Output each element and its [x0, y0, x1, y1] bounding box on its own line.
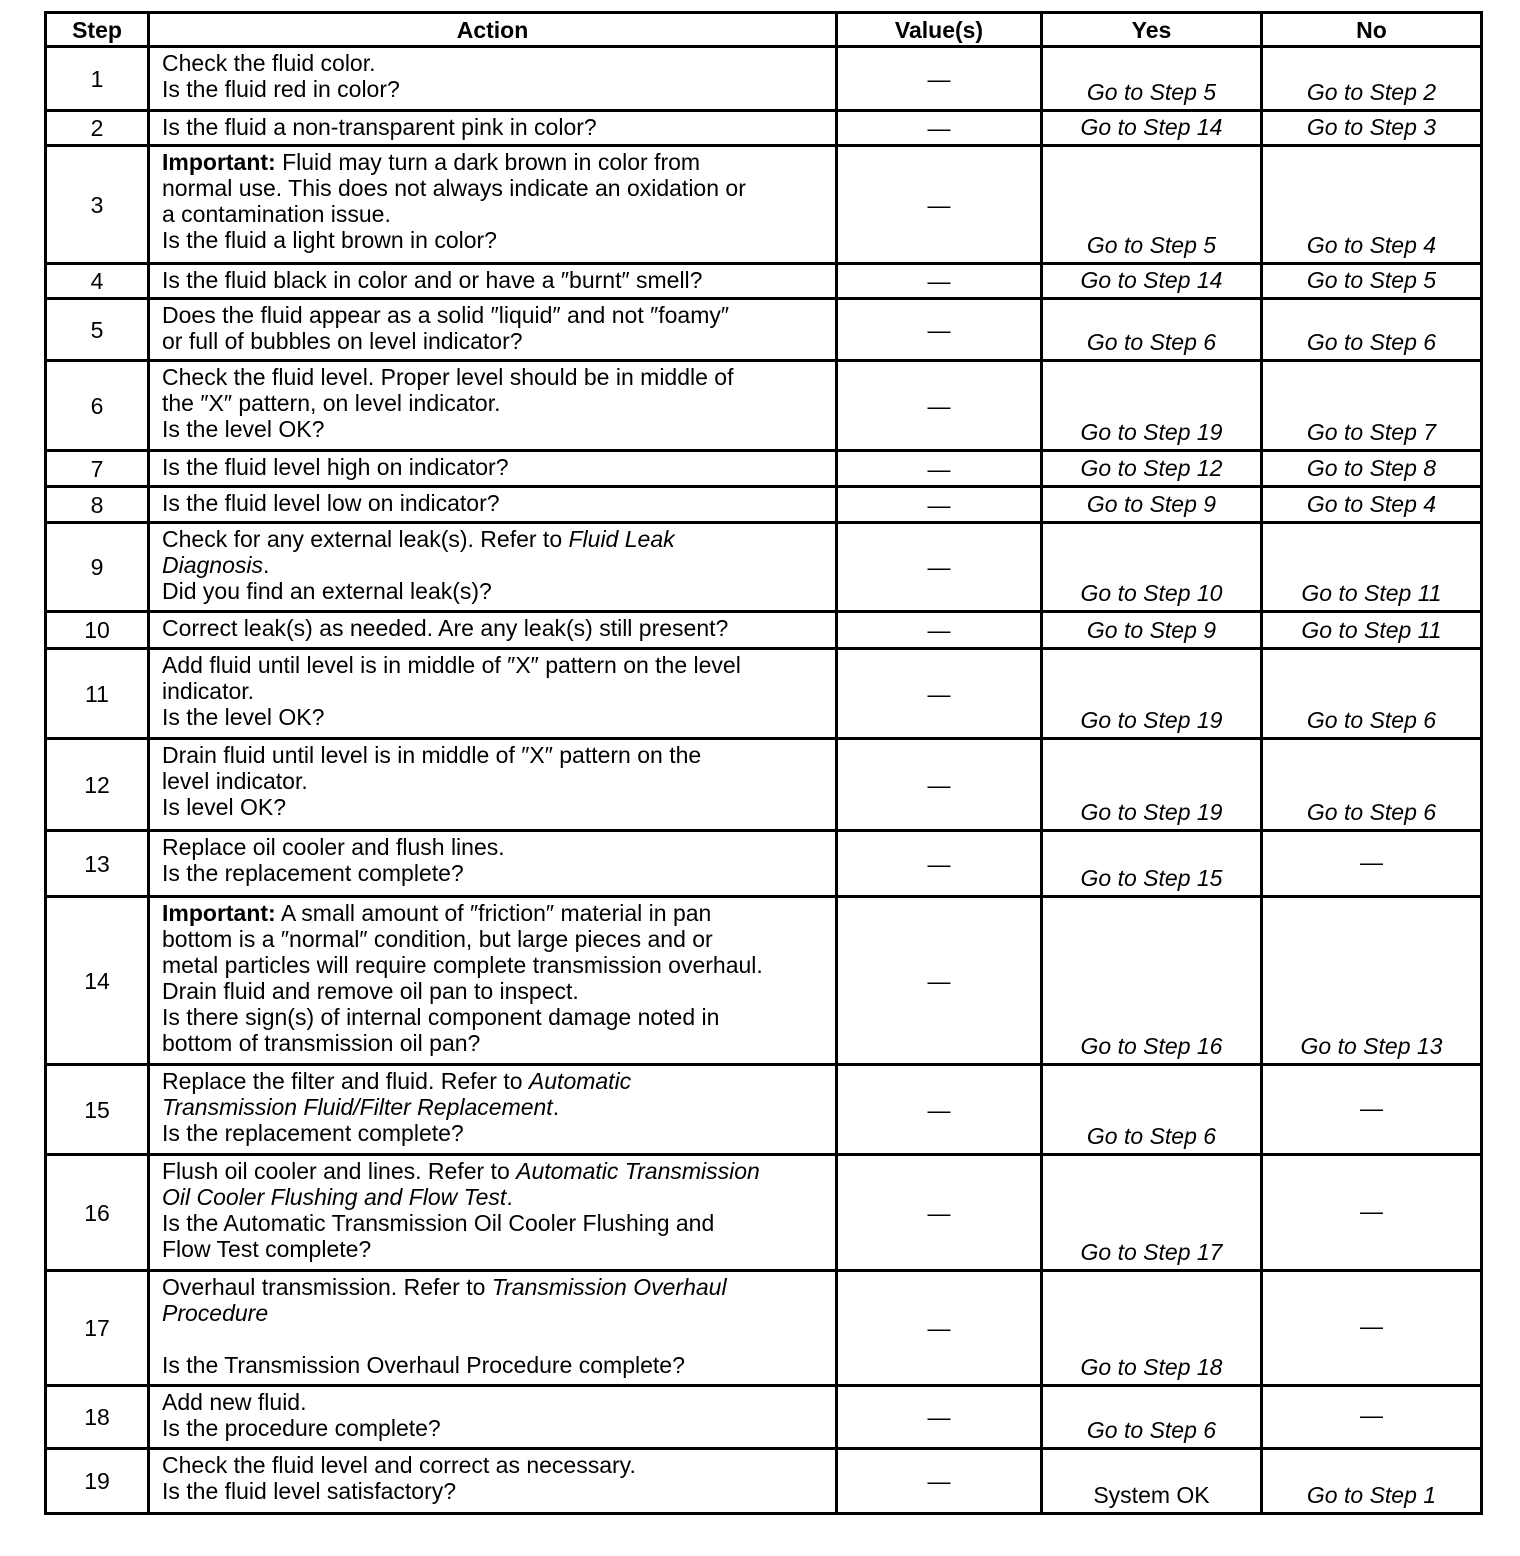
header-values: Value(s)	[837, 13, 1042, 47]
value-cell: —	[837, 612, 1042, 649]
action-line	[162, 615, 825, 641]
no-cell: —	[1262, 831, 1482, 897]
action-line	[162, 490, 825, 516]
action-text: metal particles will require complete transmission overhaul.	[162, 952, 763, 978]
value-cell: —	[837, 451, 1042, 487]
step-number: 17	[46, 1271, 149, 1386]
action-text: Overhaul transmission. Refer to	[162, 1274, 492, 1300]
no-cell: Go to Step 4	[1262, 487, 1482, 523]
action-line	[162, 1094, 825, 1120]
action-line	[162, 1389, 825, 1415]
no-cell: —	[1262, 1271, 1482, 1386]
action-text: Replace the filter and fluid. Refer to	[162, 1068, 529, 1094]
action-text: Fluid may turn a dark brown in color from	[275, 149, 701, 175]
value-cell: —	[837, 1386, 1042, 1449]
value-cell: —	[837, 1065, 1042, 1155]
table-row	[46, 451, 1482, 487]
action-text: .	[263, 552, 270, 578]
step-number: 10	[46, 612, 149, 649]
yes-cell: Go to Step 6	[1042, 1386, 1262, 1449]
no-cell: Go to Step 13	[1262, 897, 1482, 1065]
action-line	[162, 952, 825, 978]
table-row	[46, 1155, 1482, 1271]
no-cell: Go to Step 4	[1262, 146, 1482, 264]
action-line	[162, 201, 825, 227]
no-cell: —	[1262, 1155, 1482, 1271]
action-text: Is the Transmission Overhaul Procedure complete?	[162, 1352, 685, 1378]
value-cell: —	[837, 523, 1042, 612]
action-line	[162, 860, 825, 886]
action-text: bottom of transmission oil pan?	[162, 1030, 481, 1056]
action-text: Add new fluid.	[162, 1389, 307, 1415]
action-cell	[149, 264, 837, 299]
action-text: bottom is a ″normal″ condition, but large pieces and or	[162, 926, 713, 952]
step-number: 16	[46, 1155, 149, 1271]
yes-cell: Go to Step 9	[1042, 612, 1262, 649]
action-text: a contamination issue.	[162, 201, 391, 227]
value-cell: —	[837, 47, 1042, 111]
action-text: Did you find an external leak(s)?	[162, 578, 492, 604]
table-row	[46, 264, 1482, 299]
no-cell: Go to Step 5	[1262, 264, 1482, 299]
no-cell: Go to Step 11	[1262, 612, 1482, 649]
action-line	[162, 1210, 825, 1236]
value-cell: —	[837, 1271, 1042, 1386]
action-line	[162, 114, 825, 140]
action-line	[162, 1326, 825, 1352]
action-text: Is the level OK?	[162, 416, 325, 442]
action-line	[162, 926, 825, 952]
action-text: Check for any external leak(s). Refer to	[162, 526, 569, 552]
header-no: No	[1262, 13, 1482, 47]
reference-link-text: Diagnosis	[162, 552, 263, 578]
action-line	[162, 768, 825, 794]
value-cell: —	[837, 1155, 1042, 1271]
action-line	[162, 227, 825, 253]
action-line	[162, 364, 825, 390]
yes-cell: Go to Step 15	[1042, 831, 1262, 897]
action-cell	[149, 1386, 837, 1449]
action-line	[162, 978, 825, 1004]
step-number: 18	[46, 1386, 149, 1449]
header-action: Action	[149, 13, 837, 47]
no-cell: Go to Step 6	[1262, 649, 1482, 739]
action-text: level indicator.	[162, 768, 308, 794]
action-line	[162, 526, 825, 552]
action-text: Replace oil cooler and flush lines.	[162, 834, 505, 860]
action-line	[162, 1068, 825, 1094]
action-line	[162, 678, 825, 704]
action-cell	[149, 451, 837, 487]
action-cell	[149, 831, 837, 897]
yes-cell: Go to Step 5	[1042, 47, 1262, 111]
action-line	[162, 900, 825, 926]
step-number: 1	[46, 47, 149, 111]
action-cell	[149, 299, 837, 361]
action-cell	[149, 1449, 837, 1514]
action-line	[162, 175, 825, 201]
action-cell	[149, 649, 837, 739]
action-cell	[149, 47, 837, 111]
table-row	[46, 146, 1482, 264]
action-text: Is the fluid a light brown in color?	[162, 227, 497, 253]
yes-cell: Go to Step 18	[1042, 1271, 1262, 1386]
step-number: 19	[46, 1449, 149, 1514]
action-text: .	[552, 1094, 560, 1120]
step-number: 14	[46, 897, 149, 1065]
yes-cell: Go to Step 10	[1042, 523, 1262, 612]
step-number: 3	[46, 146, 149, 264]
step-number: 13	[46, 831, 149, 897]
action-text: Is the replacement complete?	[162, 860, 464, 886]
action-line	[162, 76, 825, 102]
reference-link-text: Procedure	[162, 1300, 269, 1326]
action-cell	[149, 612, 837, 649]
no-cell: Go to Step 3	[1262, 111, 1482, 146]
no-cell: —	[1262, 1065, 1482, 1155]
action-line	[162, 1452, 825, 1478]
no-cell: Go to Step 7	[1262, 361, 1482, 451]
action-text: Is the replacement complete?	[162, 1120, 464, 1146]
action-line	[162, 328, 825, 354]
action-line	[162, 149, 825, 175]
step-number: 8	[46, 487, 149, 523]
table-row	[46, 111, 1482, 146]
action-text: Is the fluid red in color?	[162, 76, 400, 102]
table-row	[46, 649, 1482, 739]
action-line	[162, 794, 825, 820]
value-cell: —	[837, 146, 1042, 264]
no-cell: Go to Step 6	[1262, 299, 1482, 361]
table-row	[46, 487, 1482, 523]
yes-cell: Go to Step 19	[1042, 649, 1262, 739]
value-cell: —	[837, 111, 1042, 146]
yes-cell: System OK	[1042, 1449, 1262, 1514]
action-line	[162, 1236, 825, 1262]
step-number: 9	[46, 523, 149, 612]
step-number: 6	[46, 361, 149, 451]
no-cell: Go to Step 11	[1262, 523, 1482, 612]
action-line	[162, 1004, 825, 1030]
value-cell: —	[837, 831, 1042, 897]
table-row	[46, 1386, 1482, 1449]
value-cell: —	[837, 739, 1042, 831]
action-text: Flush oil cooler and lines. Refer to	[162, 1158, 517, 1184]
action-text: Is there sign(s) of internal component damage noted in	[162, 1004, 720, 1030]
table-row	[46, 612, 1482, 649]
action-text: Check the fluid level and correct as necessary.	[162, 1452, 636, 1478]
yes-cell: Go to Step 14	[1042, 111, 1262, 146]
action-text: or full of bubbles on level indicator?	[162, 328, 523, 354]
action-text: Is the fluid level low on indicator?	[162, 490, 500, 516]
action-text: Is the fluid level high on indicator?	[162, 454, 509, 480]
action-text: A small amount of ″friction″ material in pan	[275, 900, 712, 926]
yes-cell: Go to Step 14	[1042, 264, 1262, 299]
action-text: Drain fluid until level is in middle of ″X″ pattern on the	[162, 742, 702, 768]
table-row	[46, 523, 1482, 612]
action-line	[162, 1184, 825, 1210]
table-row	[46, 897, 1482, 1065]
action-text: Does the fluid appear as a solid ″liquid″ and not ″foamy″	[162, 302, 730, 328]
action-text: Flow Test complete?	[162, 1236, 372, 1262]
reference-link-text: Transmission Fluid/Filter Replacement	[162, 1094, 553, 1120]
reference-link-text: Automatic	[528, 1068, 632, 1094]
action-text: Is the fluid level satisfactory?	[162, 1478, 457, 1504]
action-text: indicator.	[162, 678, 255, 704]
action-text: Is level OK?	[162, 794, 286, 820]
action-line	[162, 1120, 825, 1146]
action-line	[162, 1274, 825, 1300]
no-cell: Go to Step 2	[1262, 47, 1482, 111]
action-cell	[149, 361, 837, 451]
action-line	[162, 390, 825, 416]
reference-link-text: Automatic Transmission	[516, 1158, 760, 1184]
action-cell	[149, 111, 837, 146]
value-cell: —	[837, 1449, 1042, 1514]
action-text: Is the procedure complete?	[162, 1415, 441, 1441]
value-cell: —	[837, 264, 1042, 299]
action-text: the ″X″ pattern, on level indicator.	[162, 390, 501, 416]
action-line	[162, 652, 825, 678]
yes-cell: Go to Step 19	[1042, 739, 1262, 831]
table-row	[46, 1271, 1482, 1386]
action-text: normal use. This does not always indicate an oxidation or	[162, 175, 746, 201]
step-number: 7	[46, 451, 149, 487]
table-row	[46, 47, 1482, 111]
yes-cell: Go to Step 12	[1042, 451, 1262, 487]
action-text: Check the fluid color.	[162, 50, 376, 76]
reference-link-text: Oil Cooler Flushing and Flow Test	[162, 1184, 507, 1210]
table-row	[46, 361, 1482, 451]
step-number: 11	[46, 649, 149, 739]
value-cell: —	[837, 361, 1042, 451]
action-line	[162, 1415, 825, 1441]
action-text: Is the fluid a non-transparent pink in color?	[162, 114, 597, 140]
action-line	[162, 704, 825, 730]
important-label: Important:	[162, 149, 276, 175]
action-line	[162, 1158, 825, 1184]
important-label: Important:	[162, 900, 276, 926]
yes-cell: Go to Step 19	[1042, 361, 1262, 451]
action-text: Is the level OK?	[162, 704, 325, 730]
yes-cell: Go to Step 6	[1042, 299, 1262, 361]
table-row	[46, 299, 1482, 361]
action-cell	[149, 1155, 837, 1271]
action-line	[162, 50, 825, 76]
action-line	[162, 1030, 825, 1056]
table-row	[46, 1449, 1482, 1514]
action-text: .	[506, 1184, 513, 1210]
step-number: 5	[46, 299, 149, 361]
action-text: Drain fluid and remove oil pan to inspect.	[162, 978, 579, 1004]
action-cell	[149, 897, 837, 1065]
reference-link-text: Transmission Overhaul	[491, 1274, 727, 1300]
action-cell	[149, 739, 837, 831]
step-number: 2	[46, 111, 149, 146]
action-line	[162, 552, 825, 578]
value-cell: —	[837, 897, 1042, 1065]
action-line	[162, 1300, 825, 1326]
yes-cell: Go to Step 16	[1042, 897, 1262, 1065]
step-number: 4	[46, 264, 149, 299]
no-cell: Go to Step 1	[1262, 1449, 1482, 1514]
value-cell: —	[837, 299, 1042, 361]
header-yes: Yes	[1042, 13, 1262, 47]
step-number: 15	[46, 1065, 149, 1155]
action-cell	[149, 487, 837, 523]
no-cell: Go to Step 8	[1262, 451, 1482, 487]
action-text	[162, 1326, 168, 1352]
action-cell	[149, 146, 837, 264]
yes-cell: Go to Step 5	[1042, 146, 1262, 264]
action-line	[162, 454, 825, 480]
action-line	[162, 742, 825, 768]
table-row	[46, 739, 1482, 831]
action-cell	[149, 523, 837, 612]
action-line	[162, 1352, 825, 1378]
no-cell: Go to Step 6	[1262, 739, 1482, 831]
yes-cell: Go to Step 17	[1042, 1155, 1262, 1271]
action-line	[162, 578, 825, 604]
action-text: Is the Automatic Transmission Oil Cooler Flushing and	[162, 1210, 715, 1236]
no-cell: —	[1262, 1386, 1482, 1449]
action-text: Correct leak(s) as needed. Are any leak(s) still present?	[162, 615, 729, 641]
table-body	[46, 47, 1482, 1514]
action-text: Check the fluid level. Proper level should be in middle of	[162, 364, 734, 390]
reference-link-text: Fluid Leak	[568, 526, 675, 552]
step-number: 12	[46, 739, 149, 831]
value-cell: —	[837, 487, 1042, 523]
value-cell: —	[837, 649, 1042, 739]
action-line	[162, 1478, 825, 1504]
action-line	[162, 302, 825, 328]
action-line	[162, 416, 825, 442]
action-text: Is the fluid black in color and or have a ″burnt″ smell?	[162, 267, 703, 293]
header-step: Step	[46, 13, 149, 47]
yes-cell: Go to Step 6	[1042, 1065, 1262, 1155]
action-cell	[149, 1065, 837, 1155]
action-text: Add fluid until level is in middle of ″X″ pattern on the level	[162, 652, 741, 678]
action-cell	[149, 1271, 837, 1386]
table-row	[46, 1065, 1482, 1155]
table-row	[46, 831, 1482, 897]
header-row	[46, 13, 1482, 47]
yes-cell: Go to Step 9	[1042, 487, 1262, 523]
action-line	[162, 834, 825, 860]
action-line	[162, 267, 825, 293]
diagnostic-table	[44, 11, 1483, 1515]
